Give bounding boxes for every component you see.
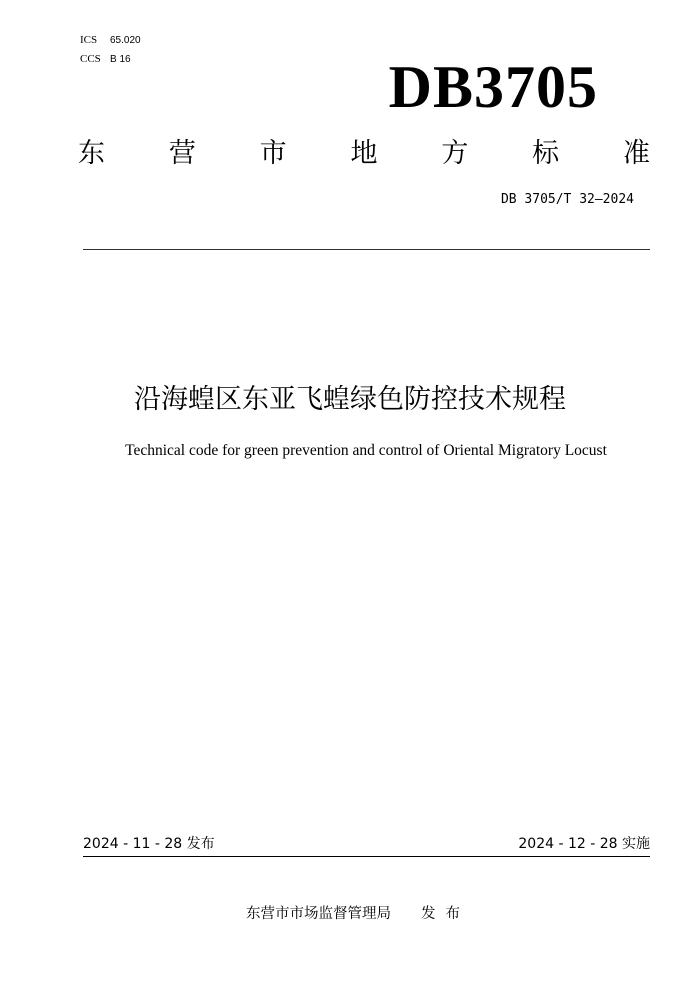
publisher-name: 东营市市场监督管理局 <box>246 906 391 922</box>
implementation-date: 2024 - 12 - 28 实施 <box>518 836 650 852</box>
issuer-char: 方 <box>441 138 469 169</box>
ics-value: 65.020 <box>110 35 141 46</box>
publisher <box>0 903 700 925</box>
ccs-label: CCS <box>80 53 101 65</box>
ccs-code <box>80 53 131 66</box>
issuer-char: 营 <box>168 138 196 169</box>
document-title-zh: 沿海蝗区东亚飞蝗绿色防控技术规程 <box>134 384 566 415</box>
ics-label: ICS <box>80 34 98 46</box>
issue-date: 2024 - 11 - 28 发布 <box>83 836 215 852</box>
issuer-char: 东 <box>78 138 105 169</box>
issuer-char: 地 <box>350 138 378 169</box>
header-divider <box>83 249 650 250</box>
issuer-title <box>78 132 650 176</box>
issuer-char: 标 <box>532 138 560 169</box>
issuer-char: 准 <box>622 138 650 169</box>
footer-divider <box>83 856 650 857</box>
issuer-char: 市 <box>259 138 287 169</box>
ics-code <box>80 34 141 47</box>
standard-number: DB 3705/T 32—2024 <box>500 192 634 207</box>
document-code: DB3705 <box>388 54 598 120</box>
ccs-value: B 16 <box>110 54 131 65</box>
publisher-verb: 发布 <box>421 906 470 922</box>
document-title-en: Technical code for green prevention and control of Oriental Migratory Locust <box>125 442 607 459</box>
